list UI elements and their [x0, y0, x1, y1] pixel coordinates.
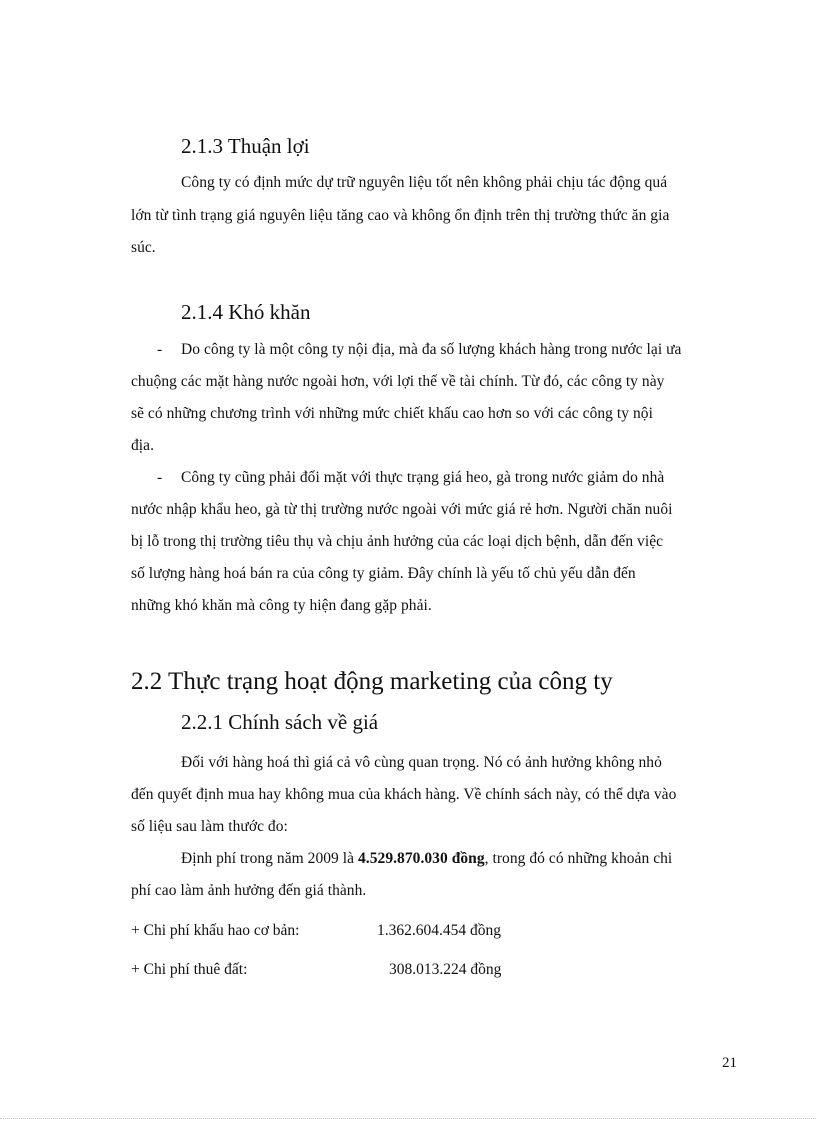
bullet-1-line: chuộng các mặt hàng nước ngoài hơn, với lợi thế về tài chính. Từ đó, các công ty này [131, 373, 665, 390]
page-bottom-divider [0, 1118, 816, 1119]
bullet-1-line: địa. [131, 437, 155, 454]
paragraph-line: Đối với hàng hoá thì giá cả vô cùng quan trọng. Nó có ảnh hưởng không nhỏ [181, 754, 662, 771]
heading-2-2: 2.2 Thực trạng hoạt động marketing của công ty [131, 668, 613, 695]
bullet-2-line: những khó khăn mà công ty hiện đang gặp phải. [131, 597, 432, 614]
paragraph-line: súc. [131, 239, 156, 256]
bullet-1-line: Do công ty là một công ty nội địa, mà đa số lượng khách hàng trong nước lại ưa [181, 341, 682, 358]
bullet-marker: - [157, 469, 163, 486]
bullet-2-line: Công ty cũng phải đối mặt với thực trạng giá heo, gà trong nước giảm do nhà [181, 469, 665, 486]
bullet-2-line: số lượng hàng hoá bán ra của công ty giảm. Đây chính là yếu tố chủ yếu dẫn đến [131, 565, 636, 582]
bullet-2-line: bị lỗ trong thị trường tiêu thụ và chịu ảnh hưởng của các loại dịch bệnh, dẫn đến việc [131, 533, 664, 550]
fixed-cost-suffix: , trong đó có những khoản chi [484, 850, 673, 867]
heading-2-1-4: 2.1.4 Khó khăn [181, 300, 311, 324]
fixed-cost-line-2: phí cao làm ảnh hưởng đến giá thành. [131, 882, 367, 899]
cost-item-label: + Chi phí khấu hao cơ bản: [131, 922, 300, 939]
fixed-cost-prefix: Định phí trong năm 2009 là [181, 850, 358, 867]
paragraph-line: số liệu sau làm thước đo: [131, 818, 288, 835]
paragraph-line: lớn từ tình trạng giá nguyên liệu tăng cao và không ổn định trên thị trường thức ăn gia [131, 207, 670, 224]
bullet-marker: - [157, 341, 163, 358]
heading-2-2-1: 2.2.1 Chính sách về giá [181, 710, 379, 734]
fixed-cost-line [181, 850, 672, 868]
bullet-2-line: nước nhập khẩu heo, gà từ thị trường nước ngoài với mức giá rẻ hơn. Người chăn nuôi [131, 501, 673, 518]
cost-item-value: 1.362.604.454 đồng [377, 922, 501, 939]
page-number: 21 [722, 1055, 737, 1071]
paragraph-line: Công ty có định mức dự trữ nguyên liệu tốt nên không phải chịu tác động quá [181, 174, 668, 191]
bullet-1-line: sẽ có những chương trình với những mức chiết khấu cao hơn so với các công ty nội [131, 405, 653, 422]
cost-item-value: 308.013.224 đồng [389, 961, 502, 978]
fixed-cost-amount: 4.529.870.030 đồng [358, 850, 485, 867]
cost-item-label: + Chi phí thuê đất: [131, 961, 248, 978]
heading-2-1-3: 2.1.3 Thuận lợi [181, 134, 310, 158]
paragraph-line: đến quyết định mua hay không mua của khách hàng. Về chính sách này, có thể dựa vào [131, 786, 677, 803]
